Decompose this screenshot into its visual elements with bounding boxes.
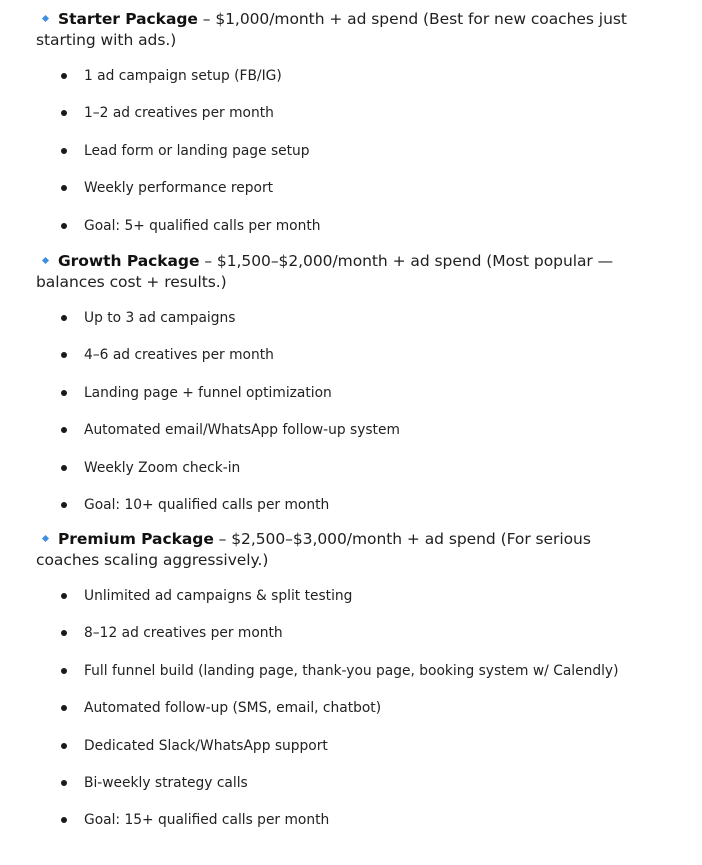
bullet-icon [61,593,67,599]
list-item [36,768,656,805]
list-item [36,136,656,173]
list-item [36,618,656,655]
bullet-icon [61,668,67,674]
package-price-description: – $2,500–$3,000/month + ad spend (For serious coaches scaling aggressively.) [36,530,591,569]
bullet-icon [61,352,67,358]
bullet-icon [61,185,67,191]
bullet-icon [61,817,67,823]
list-item [36,378,656,415]
list-item-text: Automated email/WhatsApp follow-up system [84,422,400,439]
feature-list [36,581,656,843]
list-item-text: Landing page + funnel optimization [84,384,332,401]
list-item-text: 8–12 ad creatives per month [84,625,283,642]
package-heading [36,529,656,571]
bullet-icon [61,73,67,79]
list-item [36,173,656,210]
list-item-text: Weekly Zoom check-in [84,459,241,476]
list-item-text: Weekly performance report [84,180,274,197]
list-item [36,581,656,618]
small-blue-diamond-icon [42,256,49,263]
list-item-text: 1 ad campaign setup (FB/IG) [84,68,282,84]
list-item-text: Lead form or landing page setup [84,142,310,159]
package-name: Premium Package [58,530,214,548]
bullet-icon [61,743,67,749]
list-item-text: Full funnel build (landing page, thank-you page, booking system w/ Calendly) [84,662,619,679]
premium-package-section [36,529,656,843]
list-item-text: Automated follow-up (SMS, email, chatbot) [84,700,382,717]
bullet-icon [61,148,67,154]
package-heading [36,251,656,293]
package-price-description: – $1,000/month + ad spend (Best for new coaches just starting with ads.) [36,10,627,49]
list-item-text: 1–2 ad creatives per month [84,105,274,122]
list-item-text: Goal: 15+ qualified calls per month [84,812,330,829]
bullet-icon [61,110,67,116]
bullet-icon [61,780,67,786]
feature-list [36,303,656,527]
list-item-text: Dedicated Slack/WhatsApp support [84,737,328,754]
small-blue-diamond-icon [42,534,49,541]
list-item-text: Unlimited ad campaigns & split testing [84,588,353,604]
bullet-icon [61,390,67,396]
list-item [36,211,656,248]
list-item [36,340,656,377]
bullet-icon [61,315,67,321]
package-heading [36,9,656,51]
list-item-text: Goal: 5+ qualified calls per month [84,217,321,234]
bullet-icon [61,502,67,508]
list-item [36,415,656,452]
small-blue-diamond-icon [42,14,49,21]
feature-list [36,61,656,248]
bullet-icon [61,223,67,229]
list-item [36,731,656,768]
list-item [36,490,656,527]
list-item-text: 4–6 ad creatives per month [84,347,274,364]
list-item [36,303,656,340]
list-item-text: Goal: 10+ qualified calls per month [84,496,330,513]
list-item-text: Bi-weekly strategy calls [84,774,248,791]
list-item [36,693,656,730]
bullet-icon [61,427,67,433]
list-item [36,98,656,135]
list-item [36,656,656,693]
starter-package-section [36,9,656,248]
bullet-icon [61,630,67,636]
bullet-icon [61,465,67,471]
growth-package-section [36,251,656,527]
bullet-icon [61,705,67,711]
list-item-text: Up to 3 ad campaigns [84,310,236,326]
list-item [36,453,656,490]
package-name: Growth Package [58,252,200,270]
list-item [36,805,656,842]
list-item [36,61,656,98]
package-name: Starter Package [58,10,198,28]
package-price-description: – $1,500–$2,000/month + ad spend (Most popular — balances cost + results.) [36,252,614,291]
